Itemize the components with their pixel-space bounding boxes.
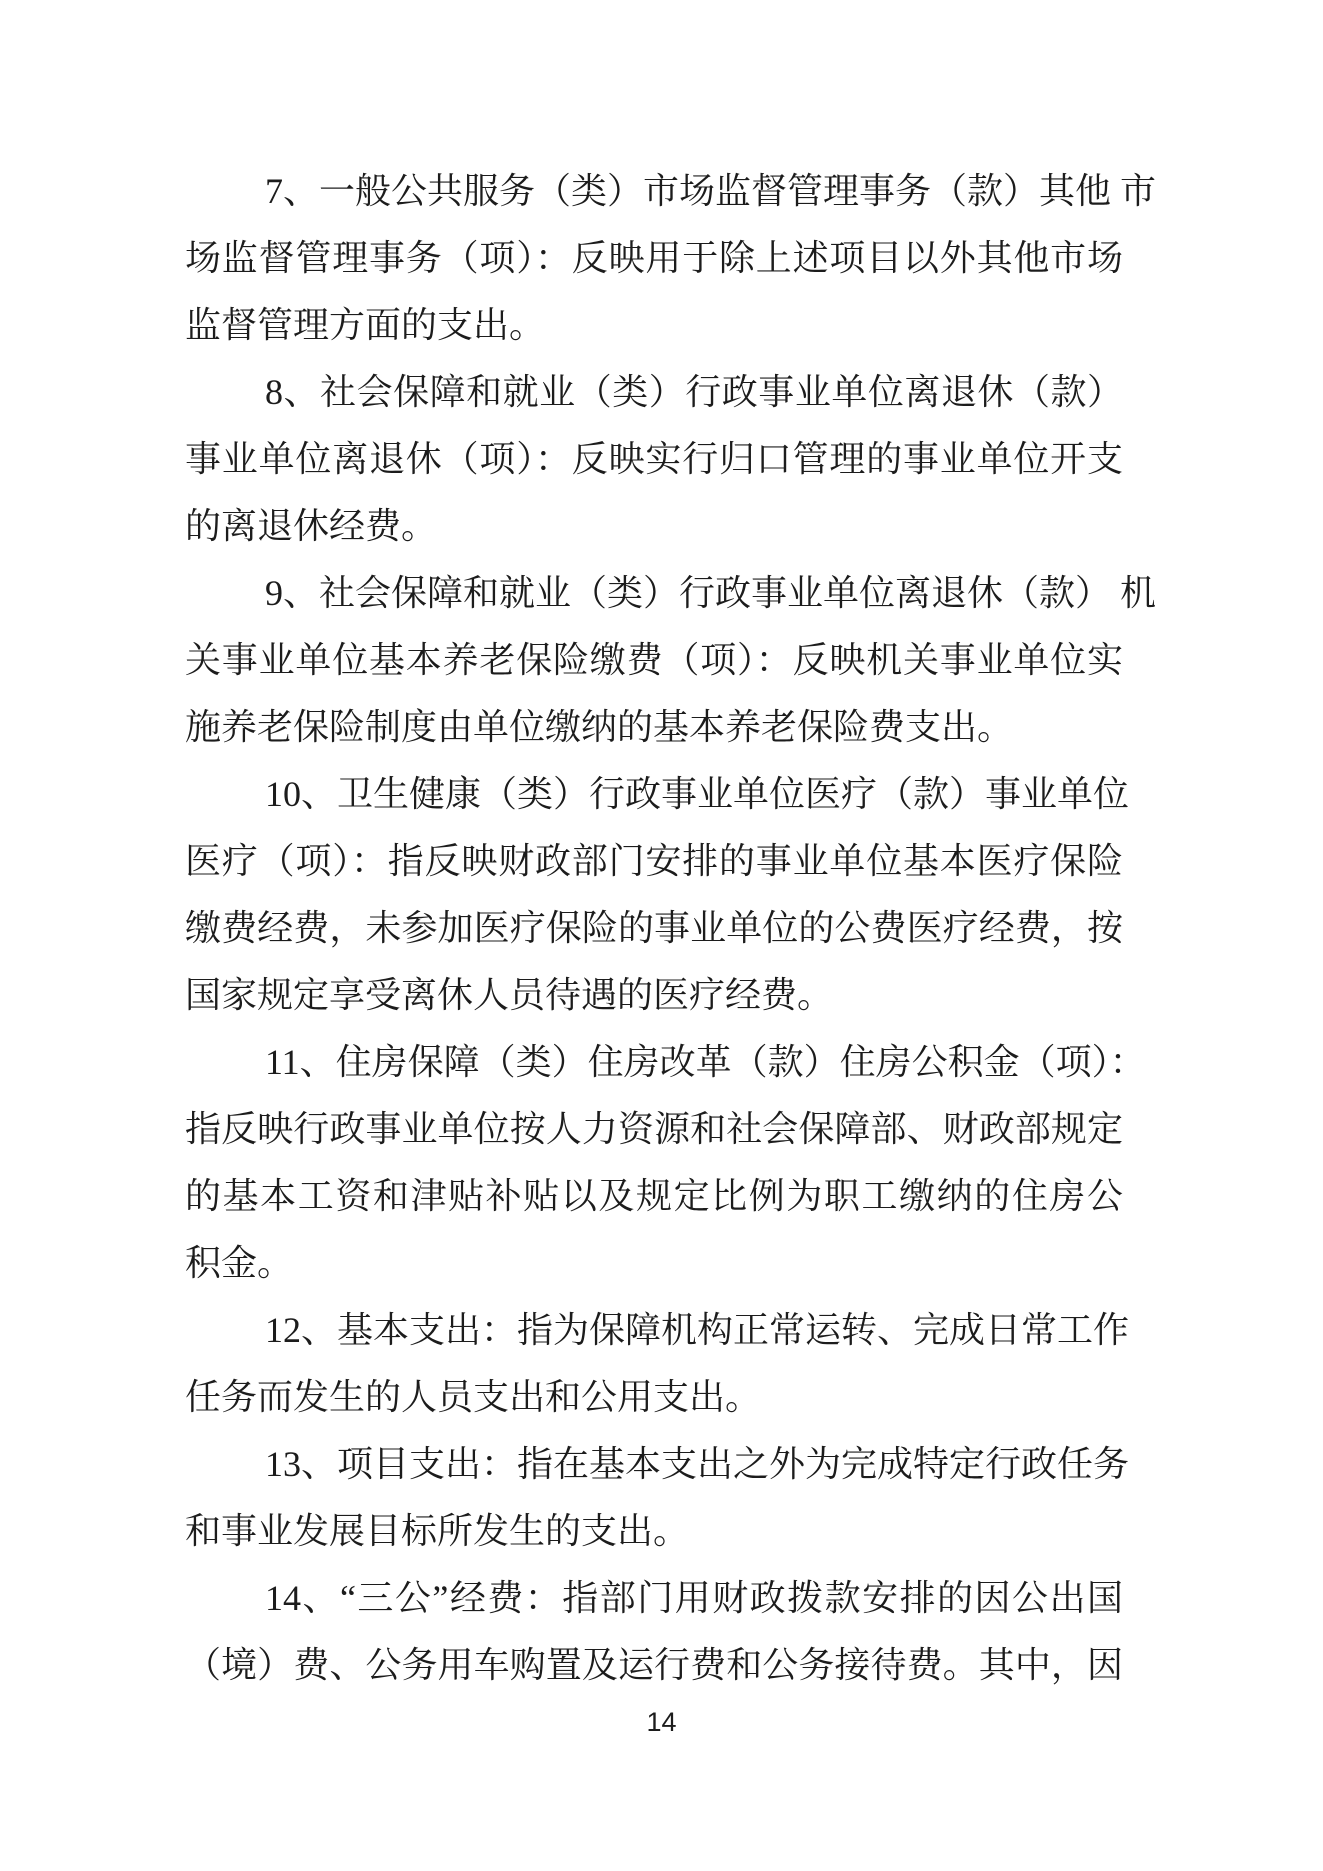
paragraph-8-line-2: 事业单位离退休（项）：反映实行归口管理的事业单位开支 xyxy=(185,439,1123,479)
paragraph-8 xyxy=(185,359,1123,560)
paragraph-9-line-1: 9、社会保障和就业（类）行政事业单位离退休（款） 机 xyxy=(265,573,1157,613)
paragraph-14 xyxy=(185,1565,1123,1699)
paragraph-13-line-1: 13、项目支出：指在基本支出之外为完成特定行政任务 xyxy=(265,1444,1130,1484)
paragraph-8-line-1: 8、社会保障和就业（类）行政事业单位离退休（款） xyxy=(265,372,1123,412)
paragraph-14-line-1: 14、“三公”经费：指部门用财政拨款安排的因公出国 xyxy=(265,1578,1123,1618)
page-number: 14 xyxy=(646,1707,677,1737)
paragraph-9 xyxy=(185,560,1157,761)
paragraph-7-line-1: 7、一般公共服务（类）市场监督管理事务（款）其他 市 xyxy=(265,171,1157,211)
paragraph-7-line-2: 场监督管理事务（项）：反映用于除上述项目以外其他市场 xyxy=(185,238,1123,278)
paragraph-10 xyxy=(185,761,1130,1029)
paragraph-11-line-3: 的基本工资和津贴补贴以及规定比例为职工缴纳的住房公 xyxy=(185,1176,1123,1216)
paragraph-8-line-3: 的离退休经费。 xyxy=(185,506,438,546)
paragraph-10-line-3: 缴费经费，未参加医疗保险的事业单位的公费医疗经费，按 xyxy=(185,908,1123,948)
paragraph-12-line-1: 12、基本支出：指为保障机构正常运转、完成日常工作 xyxy=(265,1310,1130,1350)
paragraph-7-line-3: 监督管理方面的支出。 xyxy=(185,305,546,345)
paragraph-13-line-2: 和事业发展目标所发生的支出。 xyxy=(185,1511,690,1551)
paragraph-11-line-1: 11、住房保障（类）住房改革（款）住房公积金（项）： xyxy=(265,1042,1146,1082)
paragraph-14-line-2: （境）费、公务用车购置及运行费和公务接待费。其中，因 xyxy=(185,1645,1123,1685)
paragraph-10-line-4: 国家规定享受离休人员待遇的医疗经费。 xyxy=(185,975,834,1015)
paragraph-10-line-2: 医疗（项）：指反映财政部门安排的事业单位基本医疗保险 xyxy=(185,841,1123,881)
paragraph-9-line-2: 关事业单位基本养老保险缴费（项）：反映机关事业单位实 xyxy=(185,640,1123,680)
paragraph-9-line-3: 施养老保险制度由单位缴纳的基本养老保险费支出。 xyxy=(185,707,1014,747)
text-block xyxy=(185,158,1157,1699)
paragraph-10-line-1: 10、卫生健康（类）行政事业单位医疗（款）事业单位 xyxy=(265,774,1130,814)
paragraph-12 xyxy=(185,1297,1130,1431)
paragraph-13 xyxy=(185,1431,1130,1565)
paragraph-11 xyxy=(185,1029,1146,1297)
paragraph-11-line-4: 积金。 xyxy=(185,1243,294,1283)
paragraph-7 xyxy=(185,158,1157,359)
paragraph-12-line-2: 任务而发生的人员支出和公用支出。 xyxy=(185,1377,762,1417)
paragraph-11-line-2: 指反映行政事业单位按人力资源和社会保障部、财政部规定 xyxy=(185,1109,1123,1149)
